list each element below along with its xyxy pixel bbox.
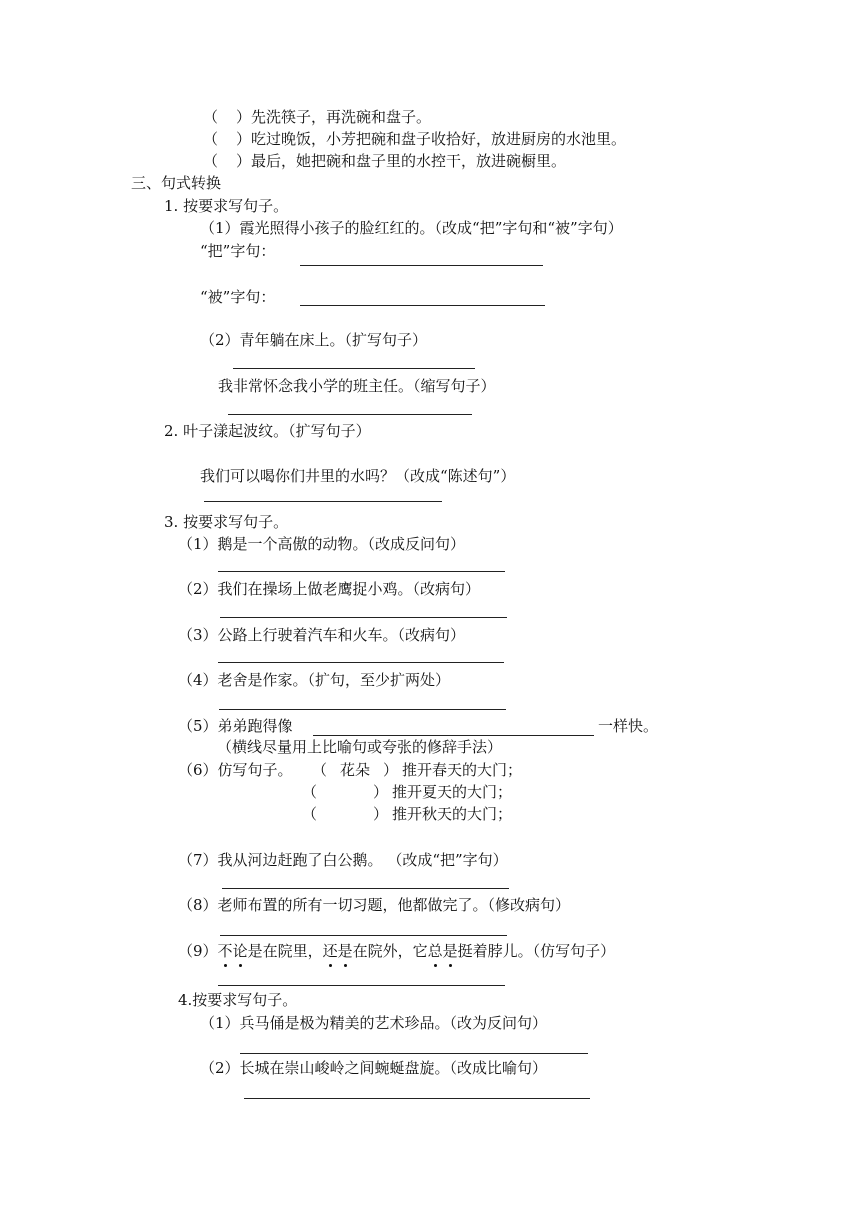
- q4-heading: 4.按要求写句子。: [178, 991, 298, 1009]
- section-title: 三、句式转换: [131, 174, 222, 192]
- ba-label: “把”字句：: [200, 242, 276, 260]
- bei-label: “被”字句：: [200, 288, 276, 306]
- imitation-line: （ ） 推开秋天的大门；: [302, 805, 513, 823]
- bei-answer-line[interactable]: [300, 305, 545, 306]
- q3-s1-answer-line[interactable]: [218, 571, 505, 572]
- q1-sentence-3: 我非常怀念我小学的班主任。（缩写句子）: [218, 377, 496, 395]
- emphasis-char: 还: [322, 942, 338, 960]
- emphasis-char: 不: [217, 942, 233, 960]
- q3-sentence-8: （8）老师布置的所有一切习题，他都做完了。（修改病句）: [178, 896, 571, 914]
- q3-s4-answer-line[interactable]: [219, 709, 506, 710]
- q2-heading: 2. 叶子漾起波纹。（扩写句子）: [164, 422, 371, 440]
- order-item: （ ）吃过晚饭，小芳把碗和盘子收拾好，放进厨房的水池里。: [203, 130, 627, 148]
- q3-sentence-2: （2）我们在操场上做老鹰捉小鸡。（改病句）: [178, 580, 481, 598]
- q3-s7-answer-line[interactable]: [222, 888, 509, 889]
- q3-s8-answer-line[interactable]: [220, 935, 507, 936]
- q3-sentence-4: （4）老舍是作家。（扩句，至少扩两处）: [178, 671, 451, 689]
- q3-s9-answer-line[interactable]: [218, 985, 505, 986]
- q3-s2-answer-line[interactable]: [220, 617, 507, 618]
- q1-s3-answer-line[interactable]: [228, 414, 472, 415]
- ba-answer-line[interactable]: [300, 265, 543, 266]
- q1-sentence-1: （1）霞光照得小孩子的脸红红的。（改成“把”字句和“被”字句）: [200, 219, 623, 237]
- emphasis-char: 论: [232, 942, 248, 960]
- q3-sentence-1: （1）鹅是一个高傲的动物。（改成反问句）: [178, 535, 466, 553]
- q4-s2-answer-line[interactable]: [244, 1098, 590, 1099]
- q4-sentence-2: （2）长城在崇山峻岭之间蜿蜒盘旋。（改成比喻句）: [200, 1059, 548, 1077]
- q4-s1-answer-line[interactable]: [240, 1053, 588, 1054]
- order-item: （ ）最后，她把碗和盘子里的水控干，放进碗橱里。: [203, 152, 567, 170]
- emphasis-char: 是: [442, 942, 458, 960]
- q1-sentence-2: （2）青年躺在床上。（扩写句子）: [200, 331, 428, 349]
- q3-sentence-5-start: （5）弟弟跑得像: [178, 717, 293, 735]
- imitation-line: （ ） 推开夏天的大门；: [302, 783, 513, 801]
- q3-sentence-5-note: （横线尽量用上比喻句或夸张的修辞手法）: [217, 738, 503, 756]
- imitation-line: （ 花朵 ） 推开春天的大门；: [312, 761, 523, 779]
- q3-sentence-5-end: 一样快。: [598, 717, 659, 735]
- q4-sentence-1: （1）兵马俑是极为精美的艺术珍品。（改为反问句）: [200, 1014, 548, 1032]
- q3-sentence-7: （7）我从河边赶跑了白公鹅。 （改成“把”字句）: [178, 851, 508, 869]
- q1-heading: 1. 按要求写句子。: [164, 197, 289, 215]
- emphasis-char: 是: [337, 942, 353, 960]
- order-item: （ ）先洗筷子，再洗碗和盘子。: [203, 108, 432, 126]
- q3-heading: 3. 按要求写句子。: [164, 513, 289, 531]
- emphasis-char: 总: [427, 942, 443, 960]
- q1-s2-answer-line[interactable]: [233, 368, 475, 369]
- q2-answer-line[interactable]: [204, 501, 442, 502]
- imitation-fill[interactable]: 花朵: [340, 761, 371, 779]
- q3-sentence-3: （3）公路上行驶着汽车和火车。（改病句）: [178, 626, 466, 644]
- q3-s5-fill-line[interactable]: [313, 735, 594, 736]
- q2-sentence-1: 我们可以喝你们井里的水吗？（改成“陈述句”）: [200, 467, 516, 485]
- q3-sentence-9: （9）不论是在院里，还是在院外，它总是挺着脖儿。（仿写句子）: [178, 942, 616, 960]
- q3-s3-answer-line[interactable]: [218, 662, 504, 663]
- q3-sentence-6-start: （6）仿写句子。: [178, 761, 293, 779]
